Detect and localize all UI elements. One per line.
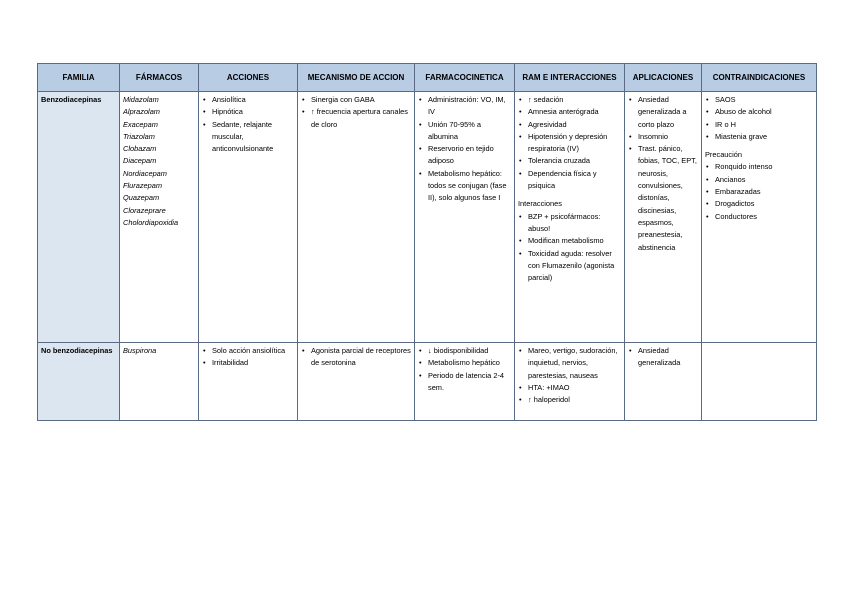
list-item: • Hipotensión y depresión respiratoria (IV) (528, 131, 621, 156)
interacciones-label: Interacciones (518, 199, 562, 209)
mecanismo-cell (298, 343, 415, 421)
ram-cell (515, 92, 625, 343)
list-item: • Ansiedad generalizada (638, 345, 698, 370)
list-item: • Sedante, relajante muscular, anticonvulsionante (212, 119, 294, 156)
list-item: • Metabolismo hepático (428, 357, 511, 369)
list-item: • SAOS (715, 94, 813, 106)
list-item: Buspirona (123, 346, 157, 355)
list-item: • Insomnio (638, 131, 698, 143)
list-item: • Ronquido intenso (715, 161, 813, 173)
header-farmacocinetica: FARMACOCINETICA (415, 64, 515, 92)
list-item: Alprazolam (123, 107, 160, 117)
list-item: • Abuso de alcohol (715, 106, 813, 118)
list-item: • IR o H (715, 119, 813, 131)
list-item: • ↑ haloperidol (528, 394, 621, 406)
list-item: Exacepam (123, 119, 158, 129)
aplicaciones-cell (625, 92, 702, 343)
list-item: Diacepam (123, 156, 157, 166)
list-item: • Hipnótica (212, 106, 294, 118)
farmacocinetica-cell (415, 343, 515, 421)
list-item: • BZP + psicofármacos: abuso! (528, 211, 621, 236)
list-item: Cholordiapoxidia (123, 217, 179, 227)
list-item: • Reservorio en tejido adiposo (428, 143, 511, 168)
list-item: Flurazepam (123, 181, 163, 191)
list-item: • Trast. pánico, fobias, TOC, EPT, neurosis, convulsiones, distonías, discinesias, espasmos, preanestesia, abstinencia (638, 143, 698, 254)
list-item: • HTA: +IMAO (528, 382, 621, 394)
mecanismo-cell (298, 92, 415, 343)
list-item: Clorazeprare (123, 205, 166, 215)
list-item: • Miastenia grave (715, 131, 813, 143)
list-item: • Tolerancia cruzada (528, 155, 621, 167)
familia-cell: Benzodiacepinas (38, 92, 120, 343)
list-item: • Dependencia física y psiquica (528, 168, 621, 193)
list-item: • Metabolismo hepático: todos se conjugan (fase II), solo algunos fase I (428, 168, 511, 205)
list-item: • Ansiolítica (212, 94, 294, 106)
header-aplicaciones: APLICACIONES (625, 64, 702, 92)
contraindicaciones-cell (702, 92, 817, 343)
list-item: • Agresividad (528, 119, 621, 131)
header-acciones: ACCIONES (199, 64, 298, 92)
list-item: • Irritabilidad (212, 357, 294, 369)
header-familia: FAMILIA (38, 64, 120, 92)
familia-cell: No benzodiacepinas (38, 343, 120, 421)
list-item: • ↑ sedación (528, 94, 621, 106)
header-mecanismo: MECANISMO DE ACCION (298, 64, 415, 92)
drug-table (37, 63, 817, 421)
list-item: • Ancianos (715, 174, 813, 186)
list-item: Midazolam (123, 95, 159, 104)
farmacos-cell (120, 343, 199, 421)
list-item: Quazepam (123, 193, 160, 203)
list-item: • Solo acción ansiolítica (212, 345, 294, 357)
precaucion-label: Precaución (705, 150, 742, 160)
ram-cell (515, 343, 625, 421)
list-item: • Embarazadas (715, 186, 813, 198)
farmacos-cell (120, 92, 199, 343)
list-item: • Administración: VO, IM, IV (428, 94, 511, 119)
list-item: • Periodo de latencia 2-4 sem. (428, 370, 511, 395)
list-item: Clobazam (123, 144, 157, 154)
list-item: • Modifican metabolismo (528, 235, 621, 247)
header-ram: RAM E INTERACCIONES (515, 64, 625, 92)
list-item: Nordiacepam (123, 168, 167, 178)
list-item: • Agonista parcial de receptores de serotonina (311, 345, 411, 370)
table-row (38, 343, 817, 421)
list-item: • Ansiedad generalizada a corto plazo (638, 94, 698, 131)
aplicaciones-cell (625, 343, 702, 421)
list-item: • Conductores (715, 211, 813, 223)
list-item: • ↓ biodisponibilidad (428, 345, 511, 357)
acciones-cell (199, 343, 298, 421)
list-item: • Sinergia con GABA (311, 94, 411, 106)
farmacocinetica-cell (415, 92, 515, 343)
acciones-cell (199, 92, 298, 343)
list-item: • Amnesia anterógrada (528, 106, 621, 118)
header-farmacos: FÁRMACOS (120, 64, 199, 92)
list-item: • Mareo, vertigo, sudoración, inquietud, nervios, parestesias, nauseas (528, 345, 621, 382)
header-contraindicaciones: CONTRAINDICACIONES (702, 64, 817, 92)
header-row (38, 64, 817, 92)
contraindicaciones-cell (702, 343, 817, 421)
list-item: • Drogadictos (715, 198, 813, 210)
list-item: • Unión 70-95% a albumina (428, 119, 511, 144)
list-item: • Toxicidad aguda: resolver con Flumazenilo (agonista parcial) (528, 248, 621, 285)
list-item: Triazolam (123, 131, 155, 141)
list-item: • ↑ frecuencia apertura canales de cloro (311, 106, 411, 131)
table-row (38, 92, 817, 343)
